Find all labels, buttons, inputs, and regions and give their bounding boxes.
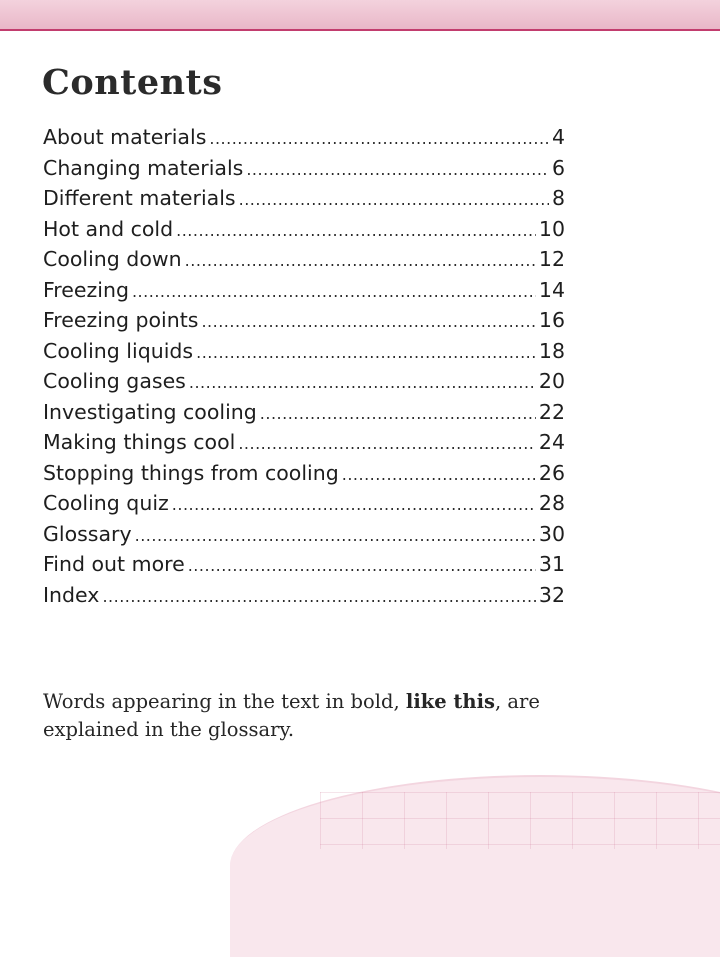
toc-entry-page-number: 32 xyxy=(538,582,565,607)
toc-entry-page-number: 6 xyxy=(551,155,565,180)
toc-entry-title: About materials xyxy=(43,125,207,149)
toc-entry[interactable] xyxy=(43,122,565,153)
toc-entry-page-number: 22 xyxy=(538,399,565,424)
toc-entry[interactable] xyxy=(43,427,565,458)
toc-entry-title: Freezing points xyxy=(43,308,199,332)
dot-leader xyxy=(176,216,536,247)
toc-entry-title: Different materials xyxy=(43,186,236,210)
dot-leader xyxy=(201,307,535,338)
toc-entry[interactable] xyxy=(43,397,565,428)
toc-entry-page-number: 12 xyxy=(538,247,565,271)
bottom-decorative-grid xyxy=(320,792,720,849)
dot-leader xyxy=(239,185,549,216)
toc-entry-title: Cooling down xyxy=(43,247,182,271)
toc-entry-title: Stopping things from cooling xyxy=(43,460,339,485)
table-of-contents xyxy=(43,122,565,610)
page-title: Contents xyxy=(42,62,223,103)
toc-entry-title: Making things cool xyxy=(43,430,236,454)
glossary-note xyxy=(43,688,603,744)
toc-entry-title: Cooling gases xyxy=(43,369,186,393)
toc-entry-title: Freezing xyxy=(43,277,129,302)
toc-entry[interactable] xyxy=(43,549,565,580)
toc-entry-page-number: 16 xyxy=(538,308,565,332)
toc-entry-page-number: 10 xyxy=(538,216,565,241)
toc-entry-page-number: 8 xyxy=(551,186,565,210)
toc-entry-page-number: 26 xyxy=(538,460,565,485)
toc-entry[interactable] xyxy=(43,488,565,519)
toc-entry[interactable] xyxy=(43,214,565,245)
toc-entry[interactable] xyxy=(43,153,565,184)
toc-entry-page-number: 20 xyxy=(538,369,565,393)
note-text-start: Words appearing in the text in bold, xyxy=(43,690,406,713)
toc-entry-title: Index xyxy=(43,582,100,607)
toc-entry-title: Investigating cooling xyxy=(43,399,257,424)
dot-leader xyxy=(172,490,536,521)
dot-leader xyxy=(102,582,535,613)
note-text-end: , are explained in the glossary. xyxy=(43,690,540,741)
toc-entry[interactable] xyxy=(43,458,565,489)
toc-entry[interactable] xyxy=(43,275,565,306)
dot-leader xyxy=(209,124,549,155)
dot-leader xyxy=(189,368,536,399)
dot-leader xyxy=(185,246,536,277)
top-decorative-band xyxy=(0,0,720,31)
toc-entry-page-number: 31 xyxy=(538,552,565,576)
toc-entry-title: Cooling quiz xyxy=(43,491,169,515)
toc-entry[interactable] xyxy=(43,519,565,550)
toc-entry-title: Glossary xyxy=(43,521,132,546)
toc-entry[interactable] xyxy=(43,244,565,275)
dot-leader xyxy=(135,521,536,552)
dot-leader xyxy=(132,277,536,308)
toc-entry-page-number: 24 xyxy=(538,430,565,454)
dot-leader xyxy=(260,399,536,430)
dot-leader xyxy=(238,429,536,460)
toc-entry-title: Changing materials xyxy=(43,155,244,180)
toc-entry[interactable] xyxy=(43,336,565,367)
toc-entry-title: Find out more xyxy=(43,552,185,576)
toc-entry-page-number: 14 xyxy=(538,277,565,302)
dot-leader xyxy=(188,551,536,582)
toc-entry-title: Cooling liquids xyxy=(43,338,194,363)
toc-entry-page-number: 28 xyxy=(538,491,565,515)
dot-leader xyxy=(342,460,536,491)
toc-entry[interactable] xyxy=(43,580,565,611)
toc-entry-page-number: 30 xyxy=(538,521,565,546)
toc-entry[interactable] xyxy=(43,183,565,214)
toc-entry[interactable] xyxy=(43,305,565,336)
dot-leader xyxy=(246,155,549,186)
toc-entry-title: Hot and cold xyxy=(43,216,174,241)
toc-entry[interactable] xyxy=(43,366,565,397)
note-bold-example: like this xyxy=(405,690,495,713)
toc-entry-page-number: 18 xyxy=(538,338,565,363)
toc-entry-page-number: 4 xyxy=(551,125,565,149)
dot-leader xyxy=(196,338,536,369)
